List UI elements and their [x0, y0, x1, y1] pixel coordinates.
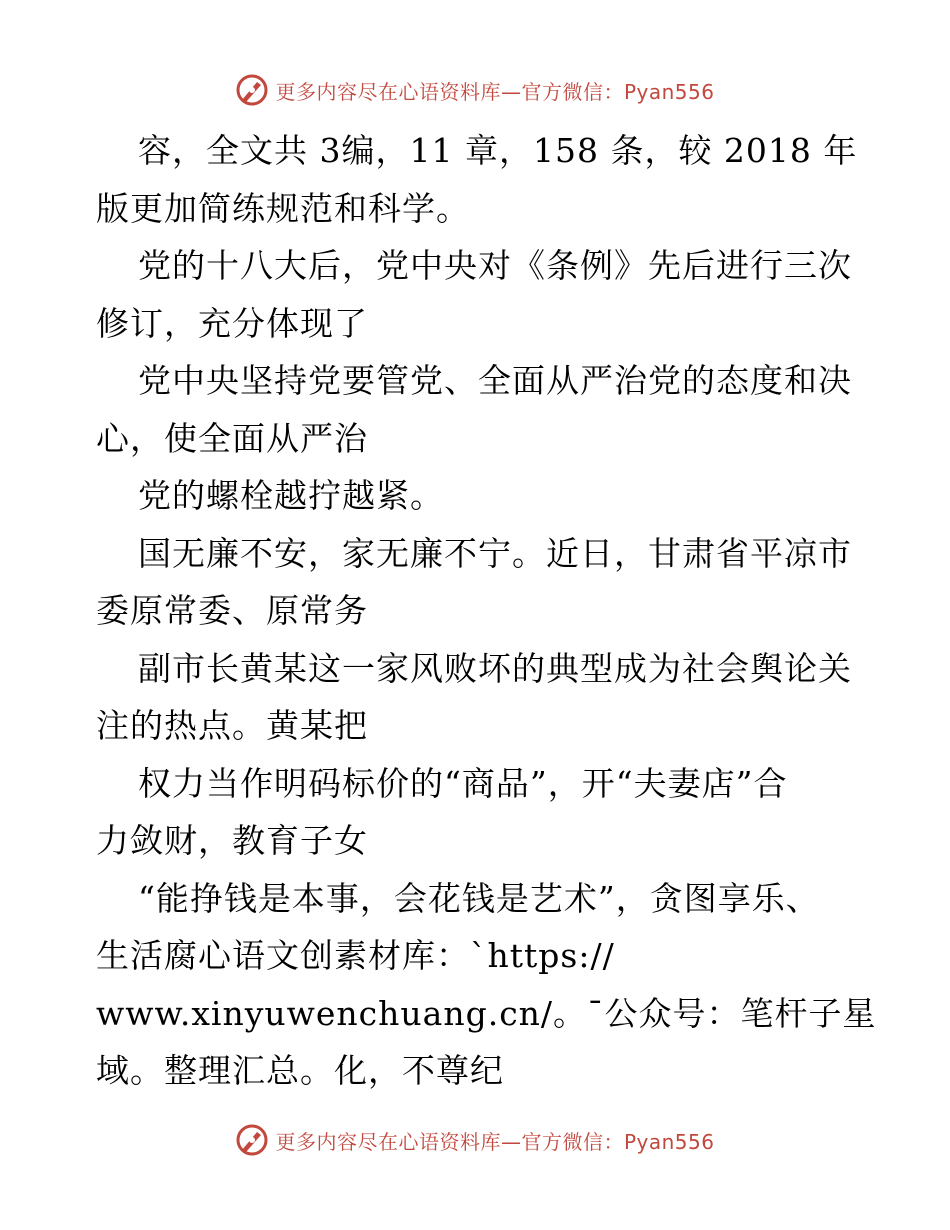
text-line: 委原常委、原常务 [96, 591, 368, 630]
text-line: 力敛财，教育子女 [96, 821, 368, 860]
document-body [96, 122, 877, 1100]
text-line: 修订，充分体现了 [96, 303, 368, 343]
pen-circle-logo-icon [235, 73, 269, 107]
text-line: 注的热点。黄某把 [96, 706, 368, 745]
text-line: 容，全文共 3编，11 章，158 条，较 2018 年 [138, 131, 858, 170]
text-line: 心，使全面从严治 [96, 418, 368, 458]
pen-circle-logo-icon [235, 1123, 269, 1157]
text-line: 版更加简练规范和科学。 [96, 188, 470, 228]
text-line: 副市长黄某这一家风败坏的典型成为社会舆论关 [138, 648, 852, 688]
text-line: 域。整理汇总。化，不尊纪 [96, 1051, 504, 1090]
header-watermark-banner [0, 70, 950, 110]
text-line: 党的十八大后，党中央对《条例》先后进行三次 [138, 246, 852, 285]
text-line: 党的螺栓越拧越紧。 [138, 476, 444, 515]
text-line: 党中央坚持党要管党、全面从严治党的态度和决 [138, 361, 852, 400]
text-line: “能挣钱是本事，会花钱是艺术”，贪图享乐、 [138, 878, 820, 918]
header-watermark-text: 更多内容尽在心语资料库—官方微信：Pyan556 [275, 79, 715, 104]
text-line: 国无廉不安，家无廉不宁。近日，甘肃省平凉市 [138, 533, 852, 573]
text-line: 权力当作明码标价的“商品”，开“夫妻店”合 [138, 763, 788, 803]
text-line: www.xinyuwenchuang.cn/。¯公众号：笔杆子星 [96, 993, 877, 1033]
footer-watermark-text: 更多内容尽在心语资料库—官方微信：Pyan556 [275, 1129, 715, 1154]
footer-watermark-banner [0, 1120, 950, 1160]
text-line: 生活腐心语文创素材库：`https:// [96, 936, 615, 975]
